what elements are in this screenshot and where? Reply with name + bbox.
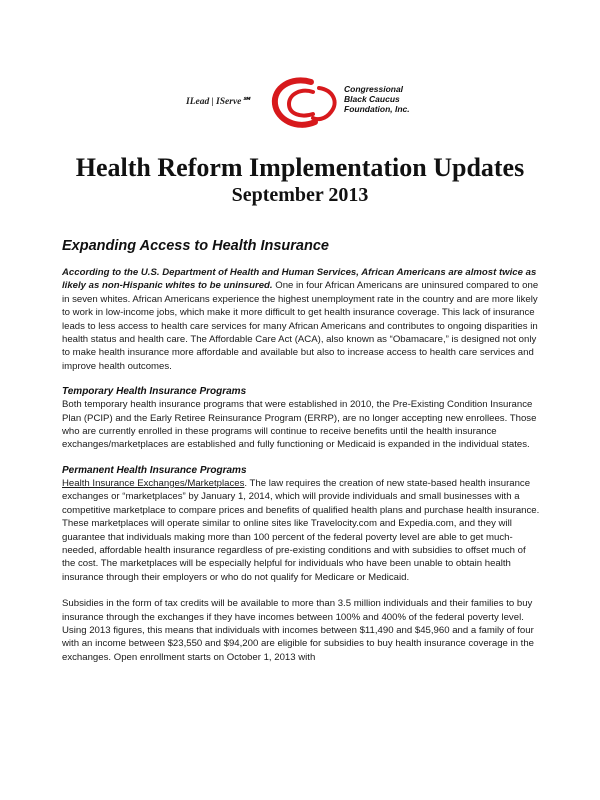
intro-text: One in four African Americans are uninsured compared to one in seven whites. African Americans experience the highest unemployment rate in the country and are more likely to work in low-income jobs, which make it more difficult to get health insurance coverage. This lack of insurance leads to less access to health care services for many African Americans and contributes to ongoing disparities in health status and health care. The Affordable Care Act (ACA), also known as “Obamacare,” is designed not only to make health insurance more affordable and available but also to increase access to health care services and improve health outcomes. (62, 280, 539, 372)
exchanges-paragraph (62, 477, 540, 584)
org-name-line-3: Foundation, Inc. (344, 104, 410, 114)
exchanges-label: Health Insurance Exchanges/Marketplaces (62, 477, 245, 489)
subsidies-paragraph: Subsidies in the form of tax credits will be available to more than 3.5 million individuals and their families to buy insurance through the exchanges if they have incomes between 100% and 400% of the federal poverty level. Using 2013 figures, this means that individuals with incomes between $11,490 and $45,960 and a family of four with an income between $23,550 and $94,200 are eligible for subsidies to buy health insurance coverage in the exchanges. Open enrollment starts on October 1, 2013 with (62, 598, 535, 663)
org-name-line-2: Black Caucus (344, 94, 400, 104)
exchanges-text: . The law requires the creation of new state-based health insurance exchanges or “marketplaces” by January 1, 2014, which will provide individuals and small businesses with a competitive marketplace to compare prices and benefits of qualified health plans and purchase health insurance. These marketplaces will operate similar to online sites like Travelocity.com and Expedia.com, and they will guarantee that individuals making more than 100 percent of the federal poverty level are able to get much-needed, affordable health insurance regardless of pre-existing conditions and with subsidies to offset much of the cost. The marketplaces will be especially helpful for individuals who have been unable to obtain health insurance through their employers or who do not qualify for Medicare or Medicaid. (62, 477, 540, 583)
tagline: ILead | IServe℠ (186, 97, 252, 107)
intro-paragraph (62, 266, 540, 373)
temporary-programs-heading: Temporary Health Insurance Programs (62, 386, 247, 398)
cbcf-logo-icon (267, 74, 345, 132)
document-subtitle: September 2013 (231, 184, 369, 206)
letterhead (0, 62, 600, 132)
document-body (62, 238, 540, 677)
intro-emphasis: According to the U.S. Department of Health and Human Services, African Americans are almost twice as likely as non-Hispanic whites to be uninsured. (62, 267, 537, 292)
document-title: Health Reform Implementation Updates (75, 153, 525, 182)
section-heading: Expanding Access to Health Insurance (62, 238, 329, 254)
permanent-programs-heading: Permanent Health Insurance Programs (62, 464, 247, 476)
temporary-programs-paragraph: Both temporary health insurance programs that were established in 2010, the Pre-Existing Condition Insurance Plan (PCIP) and the Early Retiree Reinsurance Program (ERRP), are no longer accepting new enrollees. Those who are currently enrolled in these programs will continue to receive benefits until the health insurance exchanges/marketplaces are established and fully functioning or Medicaid is expanded in the individual states. (62, 399, 537, 451)
org-name-line-1: Congressional (344, 84, 404, 94)
organization-name (344, 84, 410, 114)
